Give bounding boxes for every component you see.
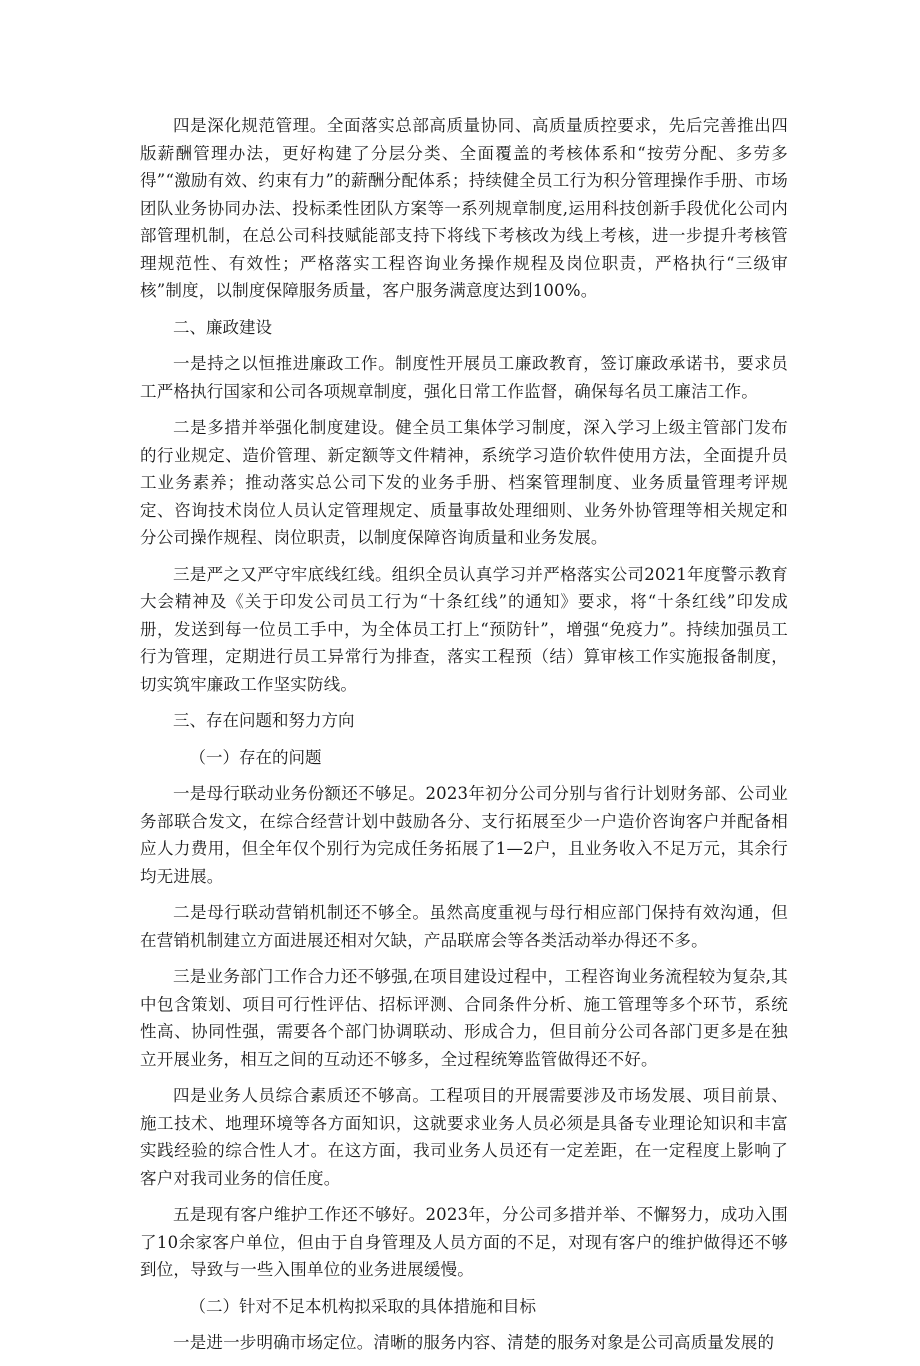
paragraph-normative-management: 四是深化规范管理。全面落实总部高质量协同、高质量质控要求，先后完善推出四版薪酬管理办法，更好构建了分层分类、全面覆盖的考核体系和“按劳分配、多劳多得”“激励有效、约束有力”的薪酬分配体系；持续健全员工行为积分管理操作手册、市场团队业务协同办法、投标柔性团队方案等一系列规章制度,运用科技创新手段优化公司内部管理机制，在总公司科技赋能部支持下将线下考核改为线上考核，进一步提升考核管理规范性、有效性；严格落实工程咨询业务操作规程及岗位职责，严格执行“三级审核”制度，以制度保障服务质量，客户服务满意度达到100%。 — [140, 116, 788, 300]
section-heading-problems: 三、存在问题和努力方向 — [173, 711, 355, 730]
paragraph-problem-three: 三是业务部门工作合力还不够强,在项目建设过程中，工程咨询业务流程较为复杂,其中包含策划、项目可行性评估、招标评测、合同条件分析、施工管理等多个环节，系统性高、协同性强，需要各个部门协调联动、形成合力，但目前分公司各部门更多是在独立开展业务，相互之间的互动还不够多，全过程统筹监管做得还不好。 — [140, 967, 788, 1069]
paragraph-problem-two: 二是母行联动营销机制还不够全。虽然高度重视与母行相应部门保持有效沟通，但在营销机制建立方面进展还相对欠缺，产品联席会等各类活动举办得还不多。 — [140, 903, 788, 950]
paragraph-problem-five: 五是现有客户维护工作还不够好。2023年，分公司多措并举、不懈努力，成功入围了10余家客户单位，但由于自身管理及人员方面的不足，对现有客户的维护做得还不够到位，导致与一些入围单位的业务进展缓慢。 — [140, 1205, 788, 1279]
paragraph-red-lines: 三是严之又严守牢底线红线。组织全员认真学习并严格落实公司2021年度警示教育大会精神及《关于印发公司员工行为“十条红线”的通知》要求，将“十条红线”印发成册，发送到每一位员工手中，为全体员工打上“预防针”，增强“免疫力”。持续加强员工行为管理，定期进行员工异常行为排查，落实工程预（结）算审核工作实施报备制度，切实筑牢廉政工作坚实防线。 — [140, 564, 788, 694]
section-heading-integrity: 二、廉政建设 — [173, 317, 272, 337]
subsection-heading-existing-problems: （一）存在的问题 — [189, 747, 322, 767]
paragraph-integrity-work: 一是持之以恒推进廉政工作。制度性开展员工廉政教育，签订廉政承诺书，要求员工严格执行国家和公司各项规章制度，强化日常工作监督，确保每名员工廉洁工作。 — [140, 354, 788, 401]
paragraph-measure-one: 一是进一步明确市场定位。清晰的服务内容、清楚的服务对象是公司高质量发展的 — [173, 1333, 775, 1352]
paragraph-problem-four: 四是业务人员综合素质还不够高。工程项目的开展需要涉及市场发展、项目前景、施工技术、地理环境等各方面知识，这就要求业务人员必须是具备专业理论知识和丰富实践经验的综合性人才。在这方面，我司业务人员还有一定差距，在一定程度上影响了客户对我司业务的信任度。 — [140, 1086, 788, 1188]
paragraph-system-building: 二是多措并举强化制度建设。健全员工集体学习制度，深入学习上级主管部门发布的行业规定、造价管理、新定额等文件精神，系统学习造价软件使用方法，全面提升员工业务素养；推动落实总公司下发的业务手册、档案管理制度、业务质量管理考评规定、咨询技术岗位人员认定管理规定、质量事故处理细则、业务外协管理等相关规定和分公司操作规程、岗位职责，以制度保障咨询质量和业务发展。 — [140, 418, 788, 547]
paragraph-problem-one: 一是母行联动业务份额还不够足。2023年初分公司分别与省行计划财务部、公司业务部联合发文，在综合经营计划中鼓励各分、支行拓展至少一户造价咨询客户并配备相应人力费用，但全年仅个别行为完成任务拓展了1—2户，且业务收入不足万元，其余行均无进展。 — [140, 784, 788, 886]
subsection-heading-measures: （二）针对不足本机构拟采取的具体措施和目标 — [189, 1296, 536, 1316]
document-page — [140, 112, 788, 1366]
